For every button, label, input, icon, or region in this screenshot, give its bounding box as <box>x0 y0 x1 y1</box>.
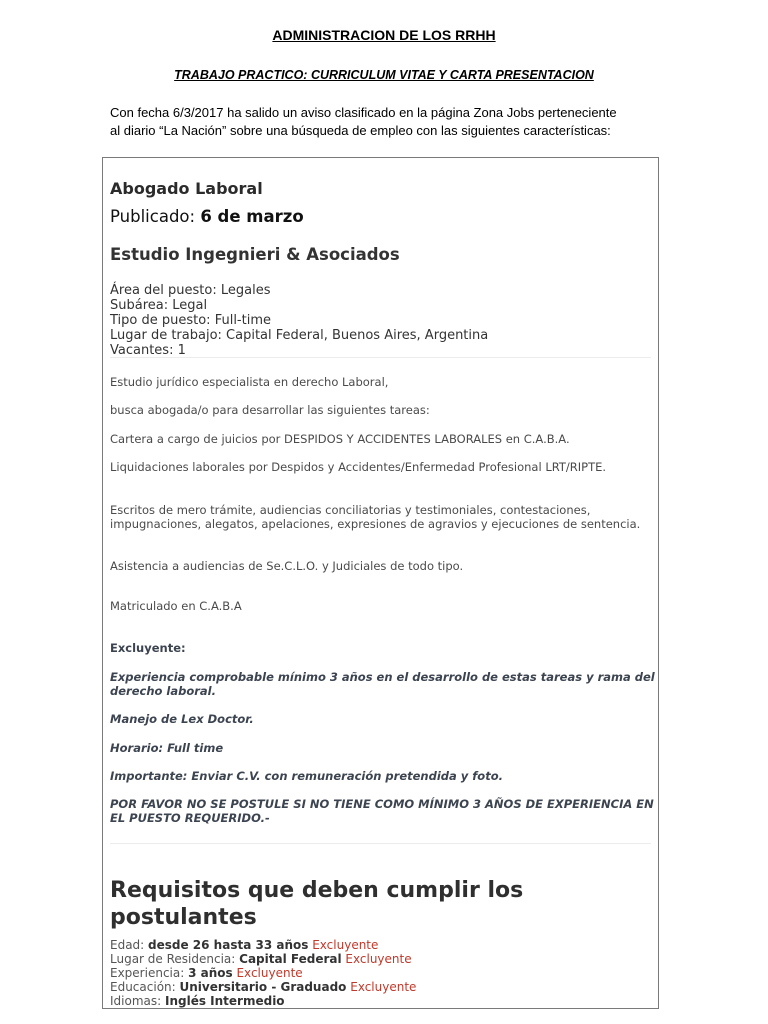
excluyente-heading: Excluyente: <box>110 641 186 655</box>
description-paragraph: busca abogada/o para desarrollar las siguientes tareas: <box>110 403 430 417</box>
company-name: Estudio Ingegnieri & Asociados <box>110 245 400 264</box>
published-label: Publicado: <box>110 207 201 226</box>
description-paragraph: Estudio jurídico especialista en derecho Laboral, <box>110 375 389 389</box>
description-paragraph: Matriculado en C.A.B.A <box>110 599 242 613</box>
requirement-paragraph: Horario: Full time <box>110 741 224 755</box>
excluyente-tag: Excluyente <box>341 952 412 966</box>
job-title: Abogado Laboral <box>110 179 263 198</box>
req-label: Lugar de Residencia: <box>110 952 240 966</box>
detail-item: Subárea: Legal <box>110 298 208 313</box>
job-ad-box <box>102 157 659 1009</box>
detail-item: Tipo de puesto: Full-time <box>110 313 271 328</box>
document-subtitle: TRABAJO PRACTICO: CURRICULUM VITAE Y CARTA PRESENTACION <box>174 68 594 82</box>
req-value: Inglés Intermedio <box>164 994 285 1008</box>
req-value: Capital Federal <box>239 952 342 966</box>
divider <box>110 843 651 844</box>
requirements-list <box>110 938 416 1008</box>
req-label: Educación: <box>110 980 180 994</box>
req-value: desde 26 hasta 33 años <box>148 938 309 952</box>
detail-item: Lugar de trabajo: Capital Federal, Buenos Aires, Argentina <box>110 328 489 343</box>
requirement-paragraph: Importante: Enviar C.V. con remuneración pretendida y foto. <box>110 769 503 783</box>
requirement-row <box>110 994 416 1008</box>
job-details <box>110 283 488 358</box>
requirement-row <box>110 952 416 966</box>
detail-item: Vacantes: 1 <box>110 343 186 358</box>
req-value: Universitario - Graduado <box>179 980 347 994</box>
published-date: 6 de marzo <box>200 207 304 226</box>
excluyente-tag: Excluyente <box>308 938 379 952</box>
intro-line: al diario “La Nación” sobre una búsqueda de empleo con las siguientes características: <box>110 123 611 138</box>
excluyente-tag: Excluyente <box>346 980 417 994</box>
requirement-row <box>110 980 416 994</box>
requirement-row <box>110 966 416 980</box>
intro-paragraph <box>110 104 670 140</box>
document-title: ADMINISTRACION DE LOS RRHH <box>272 27 496 43</box>
requirement-paragraph: Experiencia comprobable mínimo 3 años en el desarrollo de estas tareas y rama del derecho laboral. <box>110 670 655 698</box>
description-paragraph: Asistencia a audiencias de Se.C.L.O. y Judiciales de todo tipo. <box>110 559 464 573</box>
description-paragraph: Escritos de mero trámite, audiencias conciliatorias y testimoniales, contestaciones, impugnaciones, alegatos, apelaciones, expresiones de agravios y ejecuciones de sentencia. <box>110 503 641 531</box>
excluyente-tag: Excluyente <box>232 966 303 980</box>
req-label: Idiomas: <box>110 994 165 1008</box>
req-label: Experiencia: <box>110 966 189 980</box>
detail-item: Área del puesto: Legales <box>110 283 271 298</box>
intro-line: Con fecha 6/3/2017 ha salido un aviso clasificado en la página Zona Jobs perteneciente <box>110 105 617 120</box>
req-label: Edad: <box>110 938 149 952</box>
divider <box>110 357 651 358</box>
warning-paragraph: POR FAVOR NO SE POSTULE SI NO TIENE COMO MÍNIMO 3 AÑOS DE EXPERIENCIA EN EL PUESTO REQUERIDO.- <box>110 797 654 825</box>
description-paragraph: Liquidaciones laborales por Despidos y Accidentes/Enfermedad Profesional LRT/RIPTE. <box>110 460 607 474</box>
description-paragraph: Cartera a cargo de juicios por DESPIDOS Y ACCIDENTES LABORALES en C.A.B.A. <box>110 432 570 446</box>
requirement-paragraph: Manejo de Lex Doctor. <box>110 712 254 726</box>
requirements-title: Requisitos que deben cumplir los postulantes <box>110 878 524 930</box>
requirement-row <box>110 938 416 952</box>
req-value: 3 años <box>188 966 233 980</box>
published-line <box>110 207 304 226</box>
